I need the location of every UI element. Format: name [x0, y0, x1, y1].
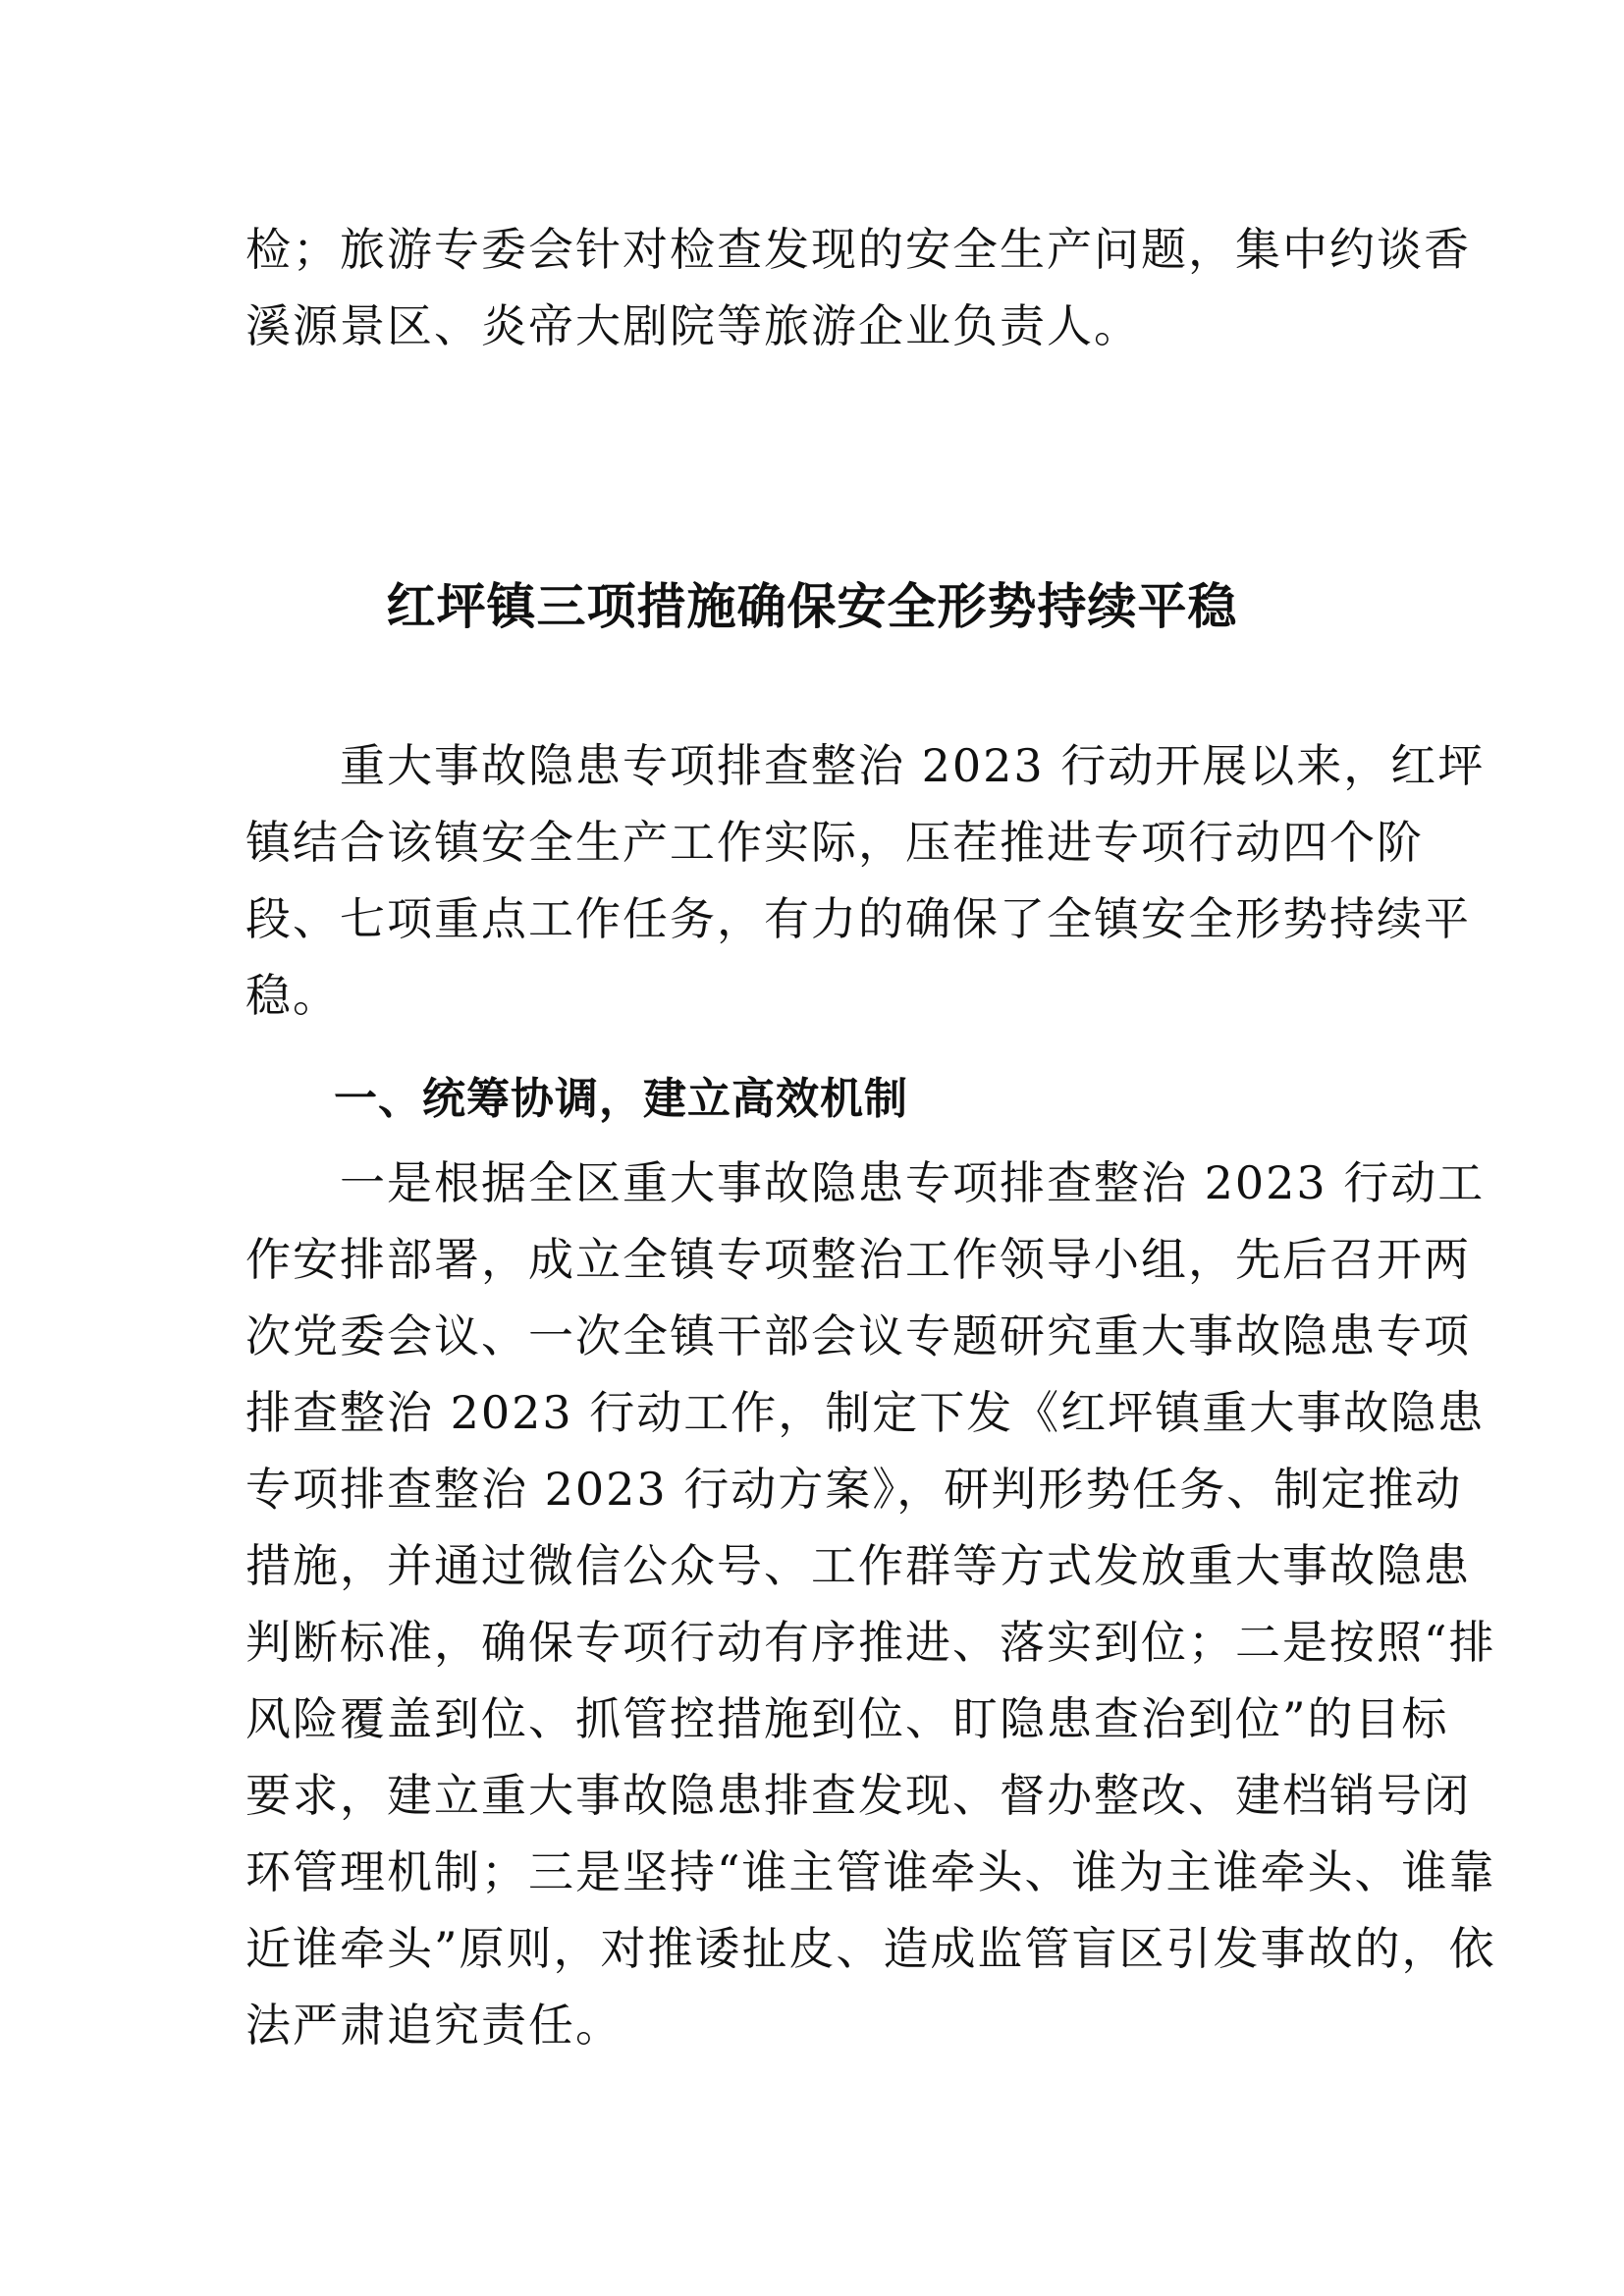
paragraph-line: 环管理机制；三是坚持“谁主管谁牵头、谁为主谁牵头、谁靠 — [245, 1845, 1496, 1898]
paragraph-line: 溪源景区、炎帝大剧院等旅游企业负责人。 — [245, 299, 1141, 352]
paragraph-line: 次党委会议、一次全镇干部会议专题研究重大事故隐患专项 — [245, 1309, 1471, 1362]
paragraph-line: 排查整治 2023 行动工作，制定下发《红坪镇重大事故隐患 — [245, 1386, 1486, 1439]
paragraph-line: 措施，并通过微信公众号、工作群等方式发放重大事故隐患 — [245, 1539, 1471, 1592]
section-heading: 一、统筹协调，建立高效机制 — [334, 1074, 908, 1124]
paragraph-line: 专项排查整治 2023 行动方案》，研判形势任务、制定推动 — [245, 1463, 1463, 1516]
body-paragraph — [245, 1145, 1496, 2063]
paragraph-line: 判断标准，确保专项行动有序推进、落实到位；二是按照“排 — [245, 1616, 1496, 1669]
paragraph-line: 法严肃追究责任。 — [245, 1999, 623, 2052]
paragraph-line: 近谁牵头”原则，对推诿扯皮、造成监管盲区引发事故的，依 — [245, 1922, 1496, 1975]
paragraph-line: 段、七项重点工作任务，有力的确保了全镇安全形势持续平 — [245, 892, 1471, 945]
article-title: 红坪镇三项措施确保安全形势持续平稳 — [386, 578, 1238, 635]
lead-paragraph — [245, 727, 1486, 1034]
paragraph-line: 重大事故隐患专项排查整治 2023 行动开展以来，红坪 — [245, 739, 1486, 792]
paragraph-line: 稳。 — [245, 969, 340, 1022]
intro-paragraph — [245, 211, 1471, 364]
paragraph-line: 作安排部署，成立全镇专项整治工作领导小组，先后召开两 — [245, 1233, 1471, 1286]
paragraph-line: 镇结合该镇安全生产工作实际，压茬推进专项行动四个阶 — [245, 816, 1424, 869]
paragraph-line: 要求，建立重大事故隐患排查发现、督办整改、建档销号闭 — [245, 1769, 1471, 1822]
paragraph-line: 检；旅游专委会针对检查发现的安全生产问题，集中约谈香 — [245, 223, 1471, 276]
paragraph-line: 一是根据全区重大事故隐患专项排查整治 2023 行动工 — [245, 1156, 1486, 1209]
paragraph-line: 风险覆盖到位、抓管控措施到位、盯隐患查治到位”的目标 — [245, 1692, 1449, 1745]
